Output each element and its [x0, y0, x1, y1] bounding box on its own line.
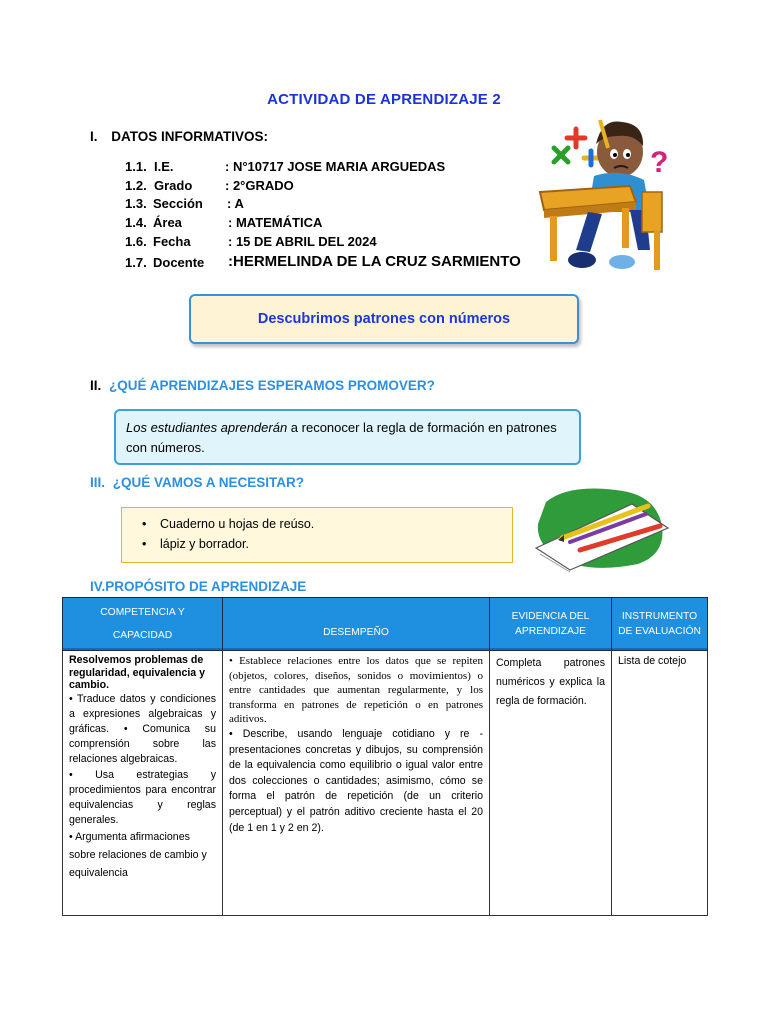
cell-desempeno [223, 651, 490, 916]
header-competencia [63, 598, 223, 651]
cell-evidencia: Completa patrones numéricos y explica la regla de formación. [490, 651, 612, 916]
learning-text: a reconocer la regla de formación en patrones con números. [126, 420, 557, 455]
section-necesitar [90, 475, 304, 490]
page-title: ACTIVIDAD DE APRENDIZAJE 2 [267, 91, 501, 108]
info-value: : A [227, 196, 244, 211]
section-numeral: III. [90, 475, 106, 490]
list-item [138, 514, 512, 534]
learning-box [114, 409, 581, 465]
info-value: : 2°GRADO [225, 178, 294, 193]
material-text: Cuaderno u hojas de reúso. [160, 517, 315, 531]
info-value: :HERMELINDA DE LA CRUZ SARMIENTO [228, 253, 521, 270]
header-text: COMPETENCIA Y [100, 607, 185, 618]
info-label: I.E. [154, 159, 174, 174]
info-value: : N°10717 JOSE MARIA ARGUEDAS [225, 159, 446, 174]
info-num: 1.4. [125, 215, 147, 230]
thinking-student-illustration [530, 100, 680, 280]
section-label: ¿QUÉ VAMOS A NECESITAR? [112, 475, 305, 490]
table-header-row [63, 598, 708, 651]
info-value: : MATEMÁTICA [228, 215, 323, 230]
section-label: DATOS INFORMATIVOS: [111, 129, 269, 144]
section-numeral: II. [90, 378, 102, 393]
table-row [63, 651, 708, 916]
info-value: : 15 DE ABRIL DEL 2024 [228, 234, 377, 249]
competencia-item: • Traduce datos y condiciones a expresiones algebraicas y gráficas. • Comunica su comprensión sobre las relaciones algebraicas. [69, 692, 216, 766]
section-proposito: IV.PROPÓSITO DE APRENDIZAJE [90, 579, 307, 594]
info-num: 1.1. [125, 159, 147, 174]
header-instrumento: INSTRUMENTO DE EVALUACIÓN [612, 598, 708, 651]
info-label: Docente [153, 255, 205, 270]
info-num: 1.3. [125, 196, 147, 211]
competencia-item: • Argumenta afirmaciones sobre relaciones de cambio y equivalencia [69, 831, 207, 880]
info-label: Sección [153, 196, 203, 211]
paper-and-pencils-illustration [528, 484, 678, 574]
header-evidencia: EVIDENCIA DEL APRENDIZAJE [490, 598, 612, 651]
info-num: 1.2. [125, 178, 147, 193]
section-label: ¿QUÉ APRENDIZAJES ESPERAMOS PROMOVER? [109, 378, 435, 393]
desempeno-item: • Describe, usando lenguaje cotidiano y re - presentaciones concretas y dibujos, su comprensión de la equivalencia como equilibrio o igual valor entre dos colecciones o cantidades; asimismo, cómo se forma el patrón de repetición (de un criterio perceptual) y el patrón aditivo creciente hasta el 20 (de 1 en 1 y 2 en 2). [229, 727, 483, 834]
topic-box: Descubrimos patrones con números [189, 294, 579, 344]
header-desempeno: DESEMPEÑO [223, 598, 490, 651]
info-num: 1.7. [125, 255, 147, 270]
cell-instrumento: Lista de cotejo [612, 651, 708, 916]
cell-competencia [63, 651, 223, 916]
competencia-title: Resolvemos problemas de regularidad, equivalencia y cambio. [69, 654, 206, 691]
info-label: Área [153, 215, 182, 230]
material-text: lápiz y borrador. [160, 537, 249, 551]
purpose-table [62, 597, 708, 916]
header-text: CAPACIDAD [112, 630, 173, 641]
svg-text:?: ? [650, 146, 669, 179]
bullet-icon: • [142, 517, 147, 531]
competencia-item: • Usa estrategias y procedimientos para encontrar equivalencias y reglas generales. [69, 768, 216, 827]
desempeno-item: • Establece relaciones entre los datos que se repiten (objetos, colores, diseños, sonidos o movimientos) o entre cantidades que aumentan regularmente, y los transforma en patrones de repetición o en patrones aditivos. [229, 655, 483, 726]
section-aprendizajes [90, 378, 435, 393]
info-num: 1.6. [125, 234, 147, 249]
section-datos-informativos [90, 129, 268, 144]
learning-lead: Los estudiantes aprenderán [126, 420, 288, 435]
info-label: Fecha [153, 234, 191, 249]
bullet-icon: • [142, 537, 147, 551]
section-numeral: I. [90, 129, 98, 144]
list-item [138, 534, 512, 554]
info-label: Grado [154, 178, 193, 193]
materials-box [121, 507, 513, 563]
